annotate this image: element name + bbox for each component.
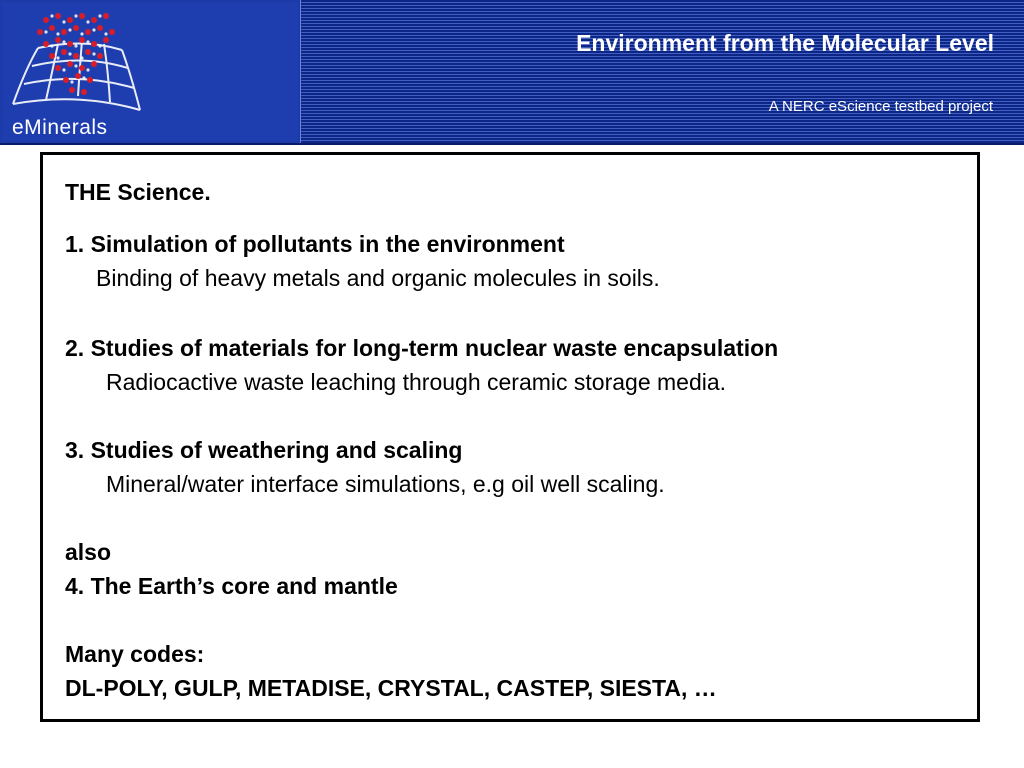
item-1-title: 1. Simulation of pollutants in the environment: [65, 231, 565, 257]
banner-subtitle: A NERC eScience testbed project: [768, 98, 993, 115]
header-banner: [0, 0, 1024, 145]
logo-panel: [0, 0, 301, 143]
slide-content-box: [40, 152, 980, 722]
item-2-description: Radiocactive waste leaching through ceramic storage media.: [106, 369, 727, 395]
banner-title: Environment from the Molecular Level: [576, 30, 994, 56]
item-1-description: Binding of heavy metals and organic molecules in soils.: [96, 265, 660, 291]
also-label: also: [65, 539, 112, 565]
item-2-title: 2. Studies of materials for long-term nuclear waste encapsulation: [65, 335, 779, 361]
slide-heading: THE Science.: [65, 179, 211, 205]
item-3-title: 3. Studies of weathering and scaling: [65, 437, 463, 463]
logo-text: eMinerals: [12, 116, 108, 139]
item-3-description: Mineral/water interface simulations, e.g oil well scaling.: [106, 471, 665, 497]
codes-label: Many codes:: [65, 641, 205, 667]
molecular-lattice-icon: [8, 8, 158, 114]
logo-panel-inner: [2, 2, 298, 141]
item-4-title: 4. The Earth’s core and mantle: [65, 573, 398, 599]
codes-list: DL-POLY, GULP, METADISE, CRYSTAL, CASTEP, SIESTA, …: [65, 675, 717, 701]
